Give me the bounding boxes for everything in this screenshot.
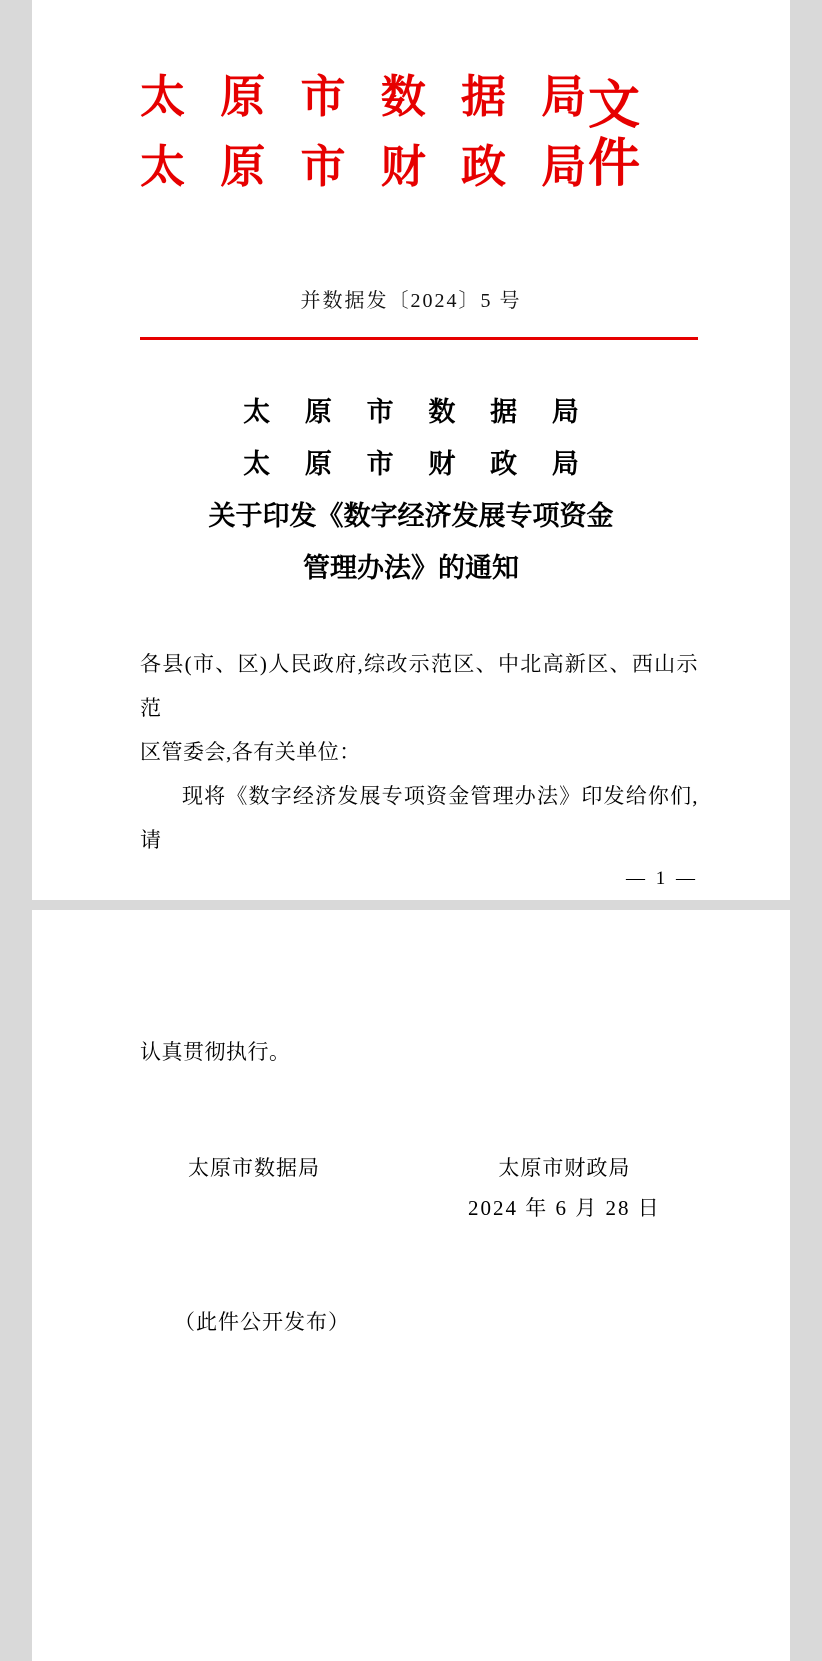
title-line-2: 太 原 市 财 政 局 (243, 449, 593, 479)
masthead-suffix: 文件 (587, 78, 642, 193)
body-paragraph-1-continued: 认真贯彻执行。 (140, 1040, 291, 1064)
masthead-line-1: 太 原 市 数 据 局 (140, 72, 599, 122)
addressee-line-1: 各县(市、区)人民政府,综改示范区、中北高新区、西山示范 (140, 652, 698, 720)
document-page-1 (32, 0, 790, 900)
document-page-2 (32, 910, 790, 1661)
body-block (78, 642, 744, 862)
signature-right-org: 太原市财政局 (498, 1156, 631, 1180)
addressee-line-2: 区管委会,各有关单位： (140, 740, 361, 764)
title-line-3: 关于印发《数字经济发展专项资金 (208, 501, 614, 531)
masthead-lines (140, 62, 744, 202)
title-line-4: 管理办法》的通知 (303, 553, 519, 583)
red-divider-rule (140, 337, 698, 340)
signature-block (78, 1148, 744, 1298)
body-continuation (78, 910, 744, 1074)
body-paragraph-1: 现将《数字经济发展专项资金管理办法》印发给你们,请 (140, 784, 698, 852)
title-block (78, 386, 744, 594)
masthead (78, 0, 744, 232)
page-number-1: — 1 — (626, 868, 698, 889)
publish-note: （此件公开发布） (174, 1310, 350, 1334)
signature-date: 2024 年 6 月 28 日 (468, 1196, 661, 1220)
page-gap (0, 900, 822, 910)
title-line-1: 太 原 市 数 据 局 (243, 397, 593, 427)
signature-right-group (468, 1148, 661, 1228)
masthead-line-2: 太 原 市 财 政 局 (140, 142, 599, 192)
document-number: 并数据发〔2024〕5 号 (300, 290, 522, 312)
signature-left-org: 太原市数据局 (188, 1156, 320, 1180)
